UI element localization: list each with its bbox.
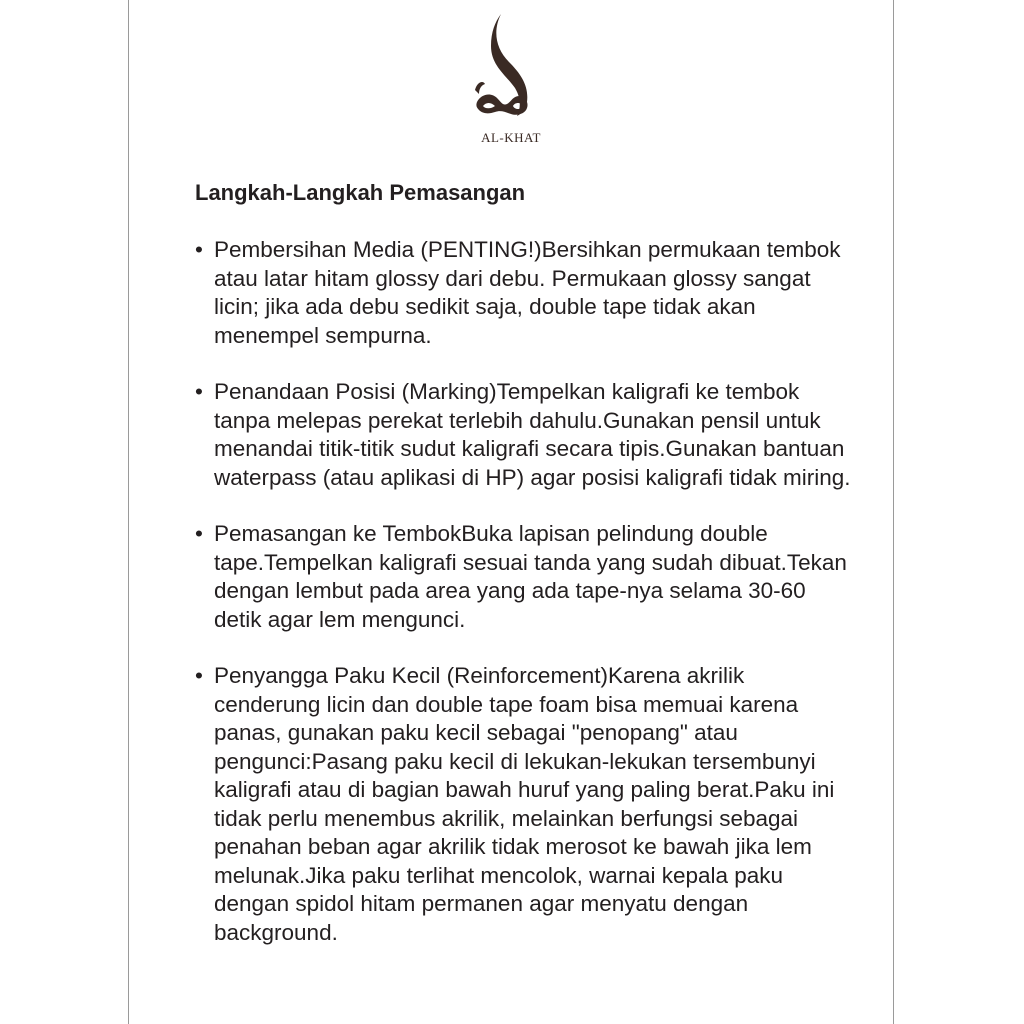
page-title: Langkah-Langkah Pemasangan xyxy=(195,180,526,205)
steps-list xyxy=(195,236,855,947)
al-khat-calligraphy-logo-icon xyxy=(471,10,551,128)
list-item xyxy=(195,378,855,492)
list-item xyxy=(195,236,855,350)
brand-name: AL-KHAT xyxy=(481,130,541,145)
document-page xyxy=(128,0,894,1024)
bullet: • xyxy=(195,521,203,546)
instructions xyxy=(195,176,855,975)
brand-logo xyxy=(129,10,893,146)
list-item xyxy=(195,520,855,634)
step-text: Penandaan Posisi (Marking)Tempelkan kaligrafi ke tembok tanpa melepas perekat terlebih dahulu.Gunakan pensil untuk menandai titik-titik sudut kaligrafi secara tipis.Gunakan bantuan waterpass (atau aplikasi di HP) agar posisi kaligrafi tidak miring. xyxy=(214,379,851,490)
step-text: Penyangga Paku Kecil (Reinforcement)Karena akrilik cenderung licin dan double tape foam bisa memuai karena panas, gunakan paku kecil sebagai "penopang" atau pengunci:Pasang paku kecil di lekukan-lekukan tersembunyi kaligrafi atau di bagian bawah huruf yang paling berat.Paku ini tidak perlu menembus akrilik, melainkan berfungsi sebagai penahan beban agar akrilik tidak merosot ke bawah jika lem melunak.Jika paku terlihat mencolok, warnai kepala paku dengan spidol hitam permanen agar menyatu dengan background. xyxy=(214,663,835,945)
step-text: Pemasangan ke TembokBuka lapisan pelindung double tape.Tempelkan kaligrafi sesuai tanda yang sudah dibuat.Tekan dengan lembut pada area yang ada tape-nya selama 30-60 detik agar lem mengunci. xyxy=(214,521,847,632)
bullet: • xyxy=(195,663,203,688)
bullet: • xyxy=(195,379,203,404)
bullet: • xyxy=(195,237,203,262)
list-item xyxy=(195,662,855,947)
step-text: Pembersihan Media (PENTING!)Bersihkan permukaan tembok atau latar hitam glossy dari debu. Permukaan glossy sangat licin; jika ada debu sedikit saja, double tape tidak akan menempel sempurna. xyxy=(214,237,841,348)
